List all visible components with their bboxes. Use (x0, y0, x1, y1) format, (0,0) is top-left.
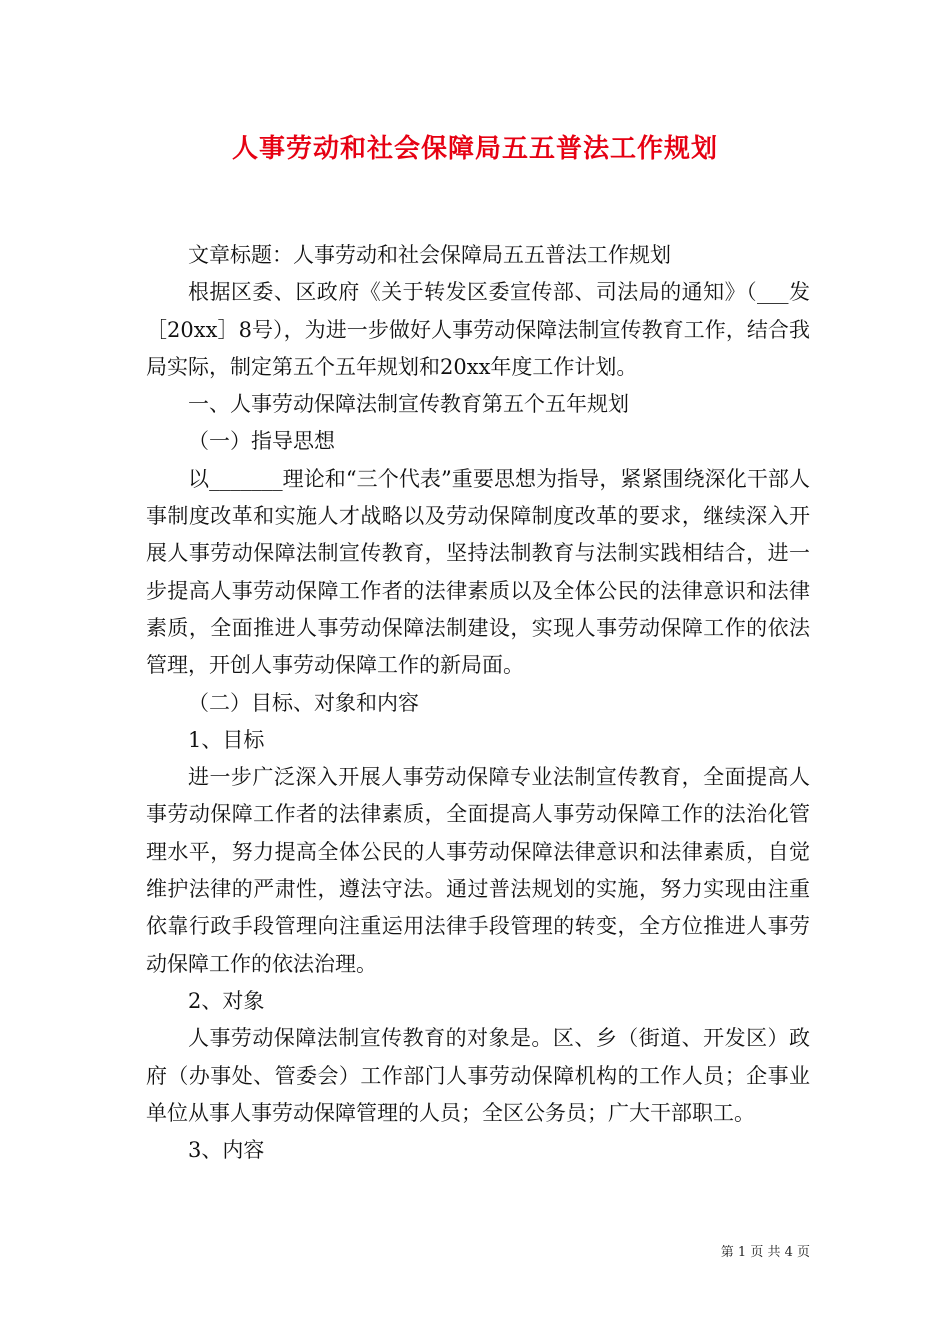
paragraph-target: 人事劳动保障法制宣传教育的对象是。区、乡（街道、开发区）政府（办事处、管委会）工作部门人事劳动保障机构的工作人员；企事业单位从事人事劳动保障管理的人员；全区公务员；广大干部职工。 (146, 1026, 810, 1125)
document-title: 人事劳动和社会保障局五五普法工作规划 (231, 134, 718, 164)
article-title-line: 文章标题：人事劳动和社会保障局五五普法工作规划 (188, 243, 671, 267)
subsection-heading-goals: （二）目标、对象和内容 (188, 690, 419, 715)
page-number: 第 1 页 共 4 页 (720, 1245, 810, 1260)
paragraph-goal: 进一步广泛深入开展人事劳动保障专业法制宣传教育，全面提高人事劳动保障工作者的法律素质，全面提高人事劳动保障工作的法治化管理水平，努力提高全体公民的人事劳动保障法律意识和法律素质，自觉维护法律的严肃性，遵法守法。通过普法规划的实施，努力实现由注重依靠行政手段管理向注重运用法律手段管理的转变，全方位推进人事劳动保障工作的依法治理。 (146, 765, 810, 976)
paragraph-guiding: 以_______理论和“三个代表”重要思想为指导，紧紧围绕深化干部人事制度改革和实施人才战略以及劳动保障制度改革的要求，继续深入开展人事劳动保障法制宣传教育，坚持法制教育与法制实践相结合，进一步提高人事劳动保障工作者的法律素质以及全体公民的法律意识和法律素质，全面推进人事劳动保障法制建设，实现人事劳动保障工作的依法管理，开创人事劳动保障工作的新局面。 (146, 466, 810, 678)
item-heading-goal: 1、目标 (188, 727, 265, 752)
subsection-heading-guiding: （一）指导思想 (188, 429, 335, 454)
section-heading-1: 一、人事劳动保障法制宣传教育第五个五年规划 (188, 392, 629, 417)
item-heading-target: 2、对象 (188, 988, 265, 1013)
document-body (146, 237, 810, 1169)
paragraph-intro: 根据区委、区政府《关于转发区委宣传部、司法局的通知》（___发［20xx］8号），为进一步做好人事劳动保障法制宣传教育工作，结合我局实际，制定第五个五年规划和20xx年度工作计划。 (146, 280, 810, 379)
item-heading-content: 3、内容 (188, 1138, 265, 1163)
